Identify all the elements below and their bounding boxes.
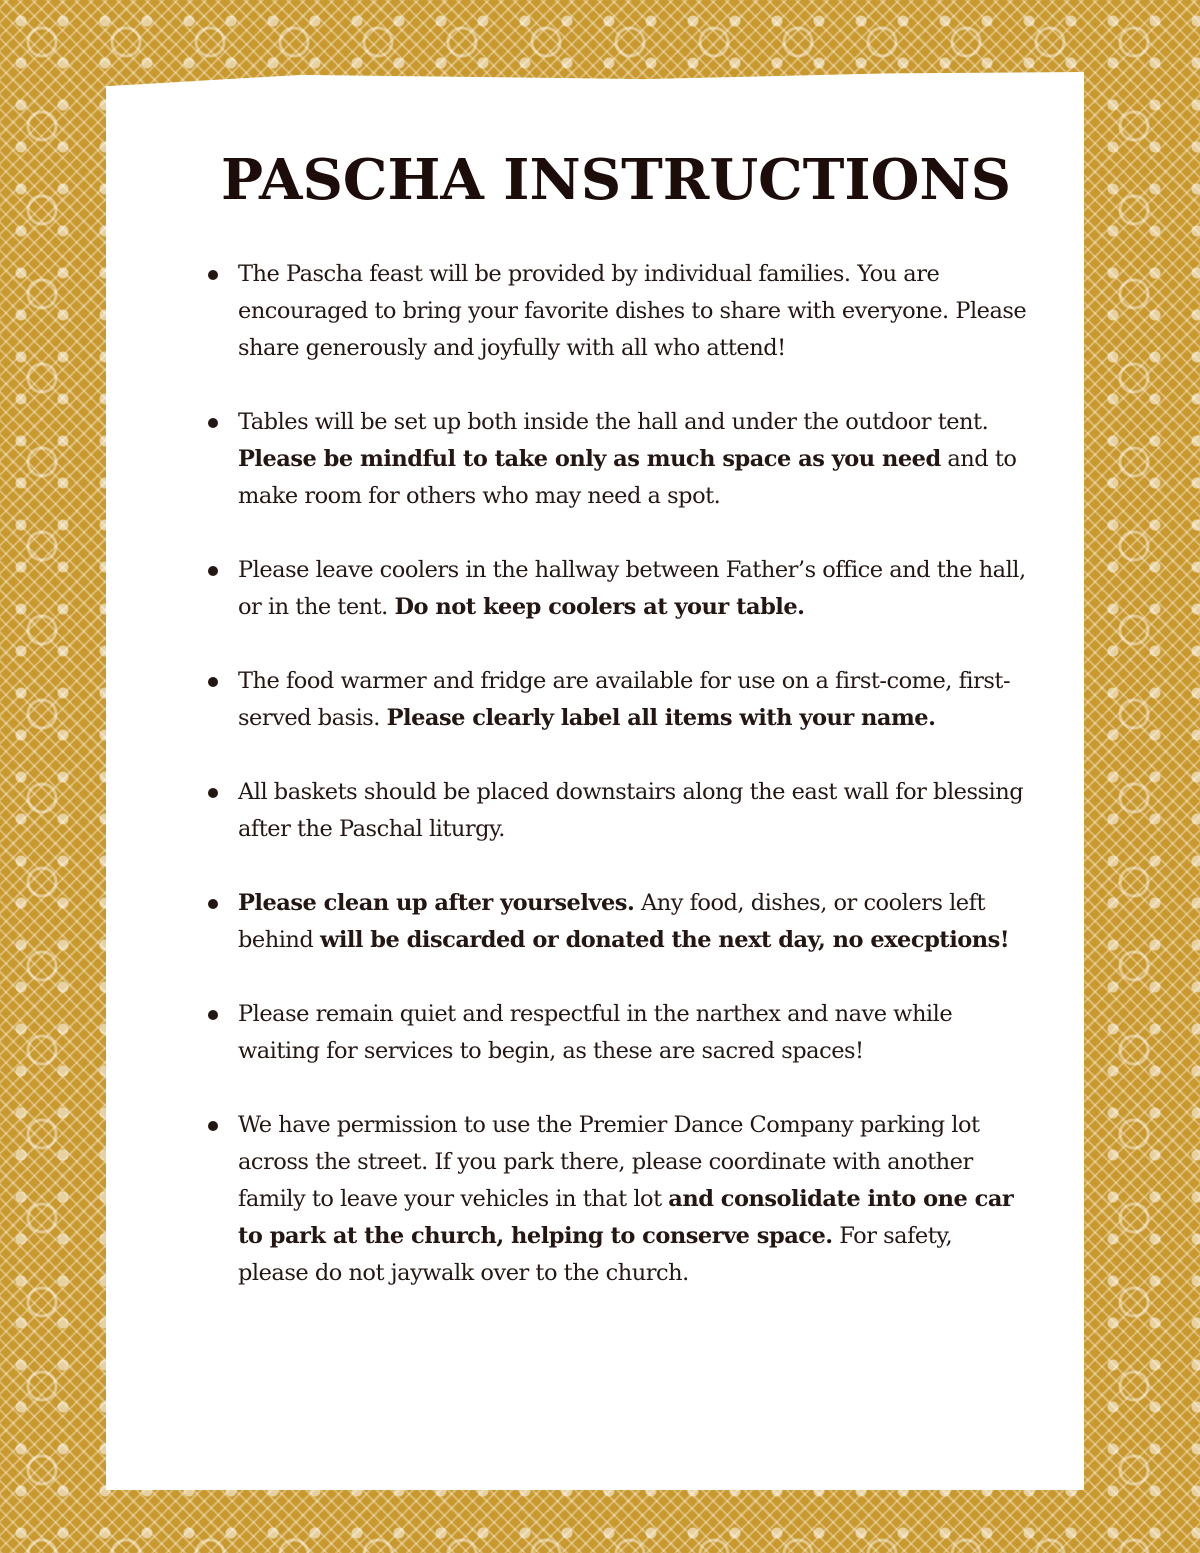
list-item	[208, 256, 1028, 367]
list-item	[208, 404, 1028, 515]
item-emphasis: will be discarded or donated the next day, no execptions!	[319, 927, 1010, 953]
list-item	[208, 885, 1028, 959]
list-item	[208, 1107, 1028, 1292]
item-text: The Pascha feast will be provided by individual families. You are encouraged to bring your favorite dishes to share with everyone. Please share generously and joyfully with all who attend!	[238, 261, 1027, 361]
list-item	[208, 774, 1028, 848]
bullet-icon	[208, 788, 218, 798]
item-emphasis: Do not keep coolers at your table.	[394, 594, 805, 620]
bullet-icon	[208, 566, 218, 576]
page-title: PASCHA INSTRUCTIONS	[220, 147, 1012, 213]
list-item	[208, 552, 1028, 626]
bullet-icon	[208, 1010, 218, 1020]
item-text: All baskets should be placed downstairs along the east wall for blessing after the Paschal liturgy.	[238, 779, 1024, 842]
item-text: Please leave coolers in the hallway between Father’s office and the hall, or in the tent.	[238, 557, 1026, 620]
list-item	[208, 663, 1028, 737]
item-emphasis: Please be mindful to take only as much space as you need	[238, 446, 941, 472]
bullet-icon	[208, 270, 218, 280]
item-text: For safety, please do not jaywalk over to the church.	[238, 1223, 953, 1286]
bullet-icon	[208, 418, 218, 428]
bullet-icon	[208, 1121, 218, 1131]
item-emphasis: Please clearly label all items with your name.	[386, 705, 936, 731]
item-text: and to make room for others who may need a spot.	[238, 446, 1017, 509]
bullet-icon	[208, 677, 218, 687]
instructions-list	[208, 256, 1028, 1329]
list-item	[208, 996, 1028, 1070]
item-text: We have permission to use the Premier Dance Company parking lot across the street. If you park there, please coordinate with another family to leave your vehicles in that lot	[238, 1112, 980, 1212]
item-text: Please remain quiet and respectful in the narthex and nave while waiting for services to begin, as these are sacred spaces!	[238, 1001, 953, 1064]
item-emphasis: and consolidate into one car to park at the church, helping to conserve space.	[238, 1186, 1014, 1249]
bullet-icon	[208, 899, 218, 909]
item-text: Any food, dishes, or coolers left behind	[238, 890, 985, 953]
item-text: The food warmer and fridge are available for use on a first-come, first-served basis.	[238, 668, 1011, 731]
item-emphasis: Please clean up after yourselves.	[238, 890, 635, 916]
item-text: Tables will be set up both inside the hall and under the outdoor tent.	[238, 409, 989, 435]
